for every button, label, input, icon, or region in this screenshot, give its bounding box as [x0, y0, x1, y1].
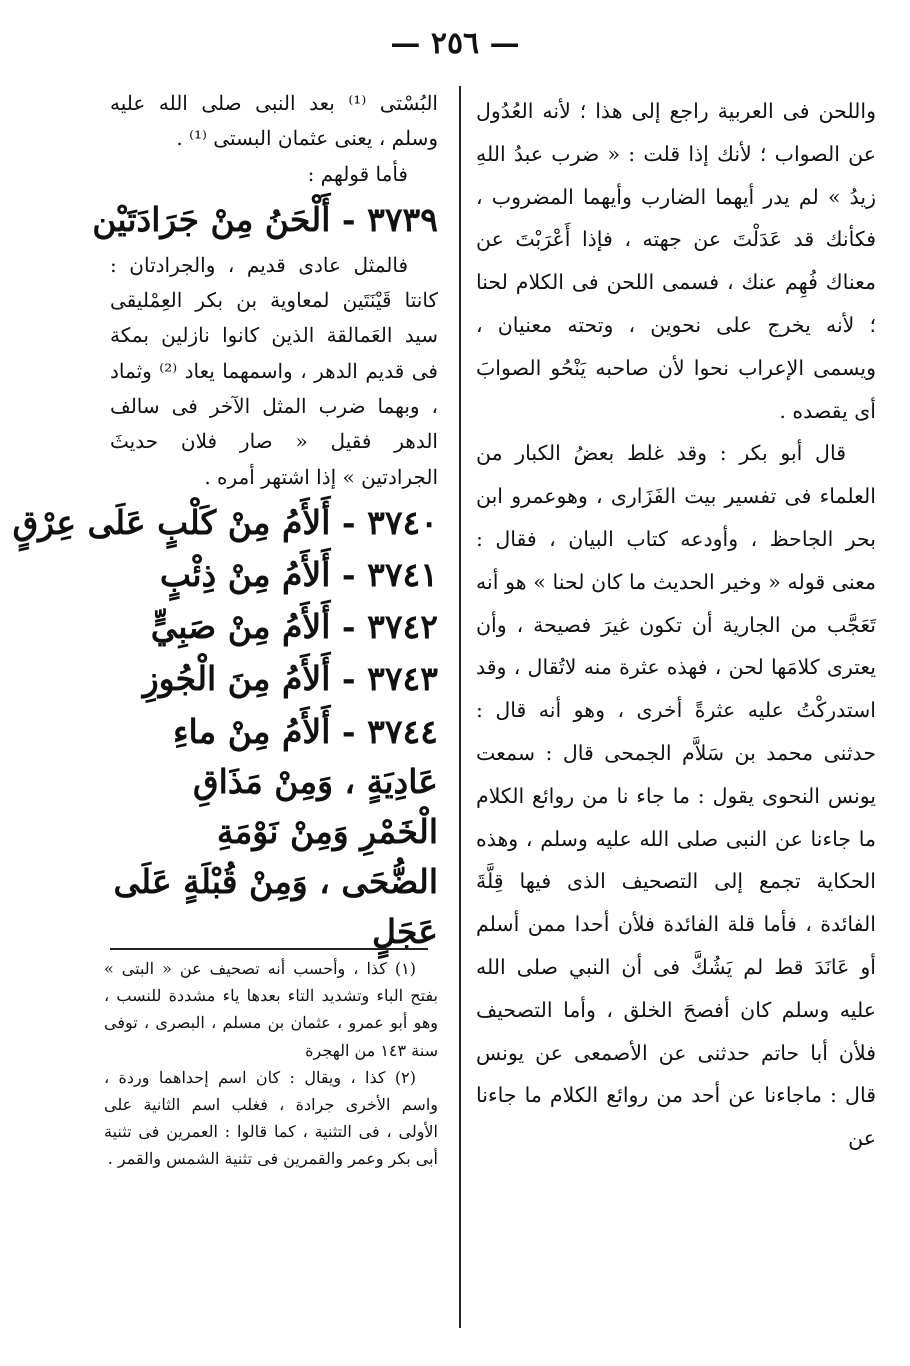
page-number: — ٢٥٦ — [390, 26, 520, 61]
proverb-text: أَلأَمُ مِنَ الْجُوزِ [142, 658, 331, 698]
right-paragraph-2: قال أبو بكر : وقد غلط بعضُ الكبار من العلماء فى تفسير بيت الفَزَارى ، وهوعمرو ابن بحر الجاحظ ، وأودعه كتاب البيان ، فقال : معنى قوله « وخير الحديث ما كان لحنا » هو أنه تَعَجَّب من الجارية أن تكون غيرَ فصيحة ، وأن يعترى كلامَها لحن ، فهذه عثرة منه لاتُقال ، وقد استدركْتُ عليه عثرةً أخرى ، وهو أنه قال : حدثنى محمد بن سَلاَّم الجمحى قال : سمعت يونس النحوى يقول : ما جاء نا من روائع الكلام ما جاءنا عن النبى صلى الله عليه وسلم ، وهذه الحكاية تجمع إلى التصحيف الذى فيها قِلَّةَ الفائدة ، فأما قلة الفائدة فلأن أحدا ممن أسلم أو عَانَدَ قط لم يَشُكَّ فى أن النبي صلى الله عليه وسلم كان أفصحَ الخلق ، وأما التصحيف فلأن أبا حاتم حدثنى عن الأصمعى عن يونس قال : ماجاءنا عن أحد من روائع الكلام ما جاءنا عن [476, 441, 877, 1151]
proverb-text: أَلْحَنُ مِنْ جَرَادَتَيْن [92, 199, 331, 239]
footnote-2: (٢) كذا ، ويقال : كان اسم إحداهما وردة ، واسم الأخرى جرادة ، فغلب اسم الثانية على الأولى ، فى التثنية ، كما قالوا : العمرين فى تثنية أبى بكر وعمر والقمرين فى تثنية الشمس والقمر . [104, 1067, 438, 1169]
proverb-number: ٣٧٤٤ [367, 711, 438, 751]
footnotes [104, 955, 438, 1173]
proverb-separator: - [330, 554, 368, 594]
proverb-number: ٣٧٤١ [367, 554, 438, 594]
left-intro-2: فأما قولهم : [307, 161, 408, 186]
left-column [12, 86, 438, 961]
proverb-text: أَلأَمُ مِنْ صَبِيٍّ [150, 606, 331, 646]
proverb-3742 [110, 603, 438, 651]
proverb-3740 [12, 499, 438, 547]
left-intro: البُسْتى ⁽¹⁾ بعد النبى صلى الله عليه وسلم ، يعنى عثمان البستى ⁽¹⁾ . [110, 91, 438, 151]
proverb-text: أَلأَمُ مِنْ ذِئْبٍ [159, 554, 331, 594]
proverb-separator: - [330, 502, 368, 542]
proverb-separator: - [330, 658, 368, 698]
footnote-separator [110, 948, 428, 950]
proverb-explanation: فالمثل عادى قديم ، والجرادتان : كانتا قَيْنَتَين لمعاوية بن بكر العِمْليقى سيد العَمالقة الذين كانوا نازلين بمكة فى قديم الدهر ، واسمهما يعاد ⁽²⁾ وثماد ، وبهما ضرب المثل الآخر فى سالف الدهر فقيل « صار فلان حديثَ الجرادتين » إذا اشتهر أمره . [110, 252, 438, 489]
footnote-1: (١) كذا ، وأحسب أنه تصحيف عن « البتى » بفتح الباء وتشديد التاء بعدها ياء مشددة للنسب ، وهو أبو عمرو ، عثمان بن مسلم ، البصرى ، توفى سنة ١٤٣ من الهجرة [104, 959, 438, 1060]
proverb-number: ٣٧٤٠ [367, 502, 438, 542]
proverb-3741 [110, 551, 438, 599]
proverb-separator: - [330, 711, 368, 751]
proverb-number: ٣٧٤٣ [367, 658, 438, 698]
proverb-text: أَلأَمُ مِنْ ماءِ عَادِيَةٍ ، وَمِنْ مَذَاقِ الْخَمْرِ وَمِنْ نَوْمَةِ الضُّحَى ، وَمِنْ قُبْلَةٍ عَلَى عَجَلٍ [113, 711, 438, 951]
proverb-text: أَلأَمُ مِنْ كَلْبٍ عَلَى عِرْقٍ [12, 502, 331, 542]
column-divider [459, 86, 461, 1328]
proverb-number: ٣٧٤٢ [367, 606, 438, 646]
right-paragraph-1: واللحن فى العربية راجع إلى هذا ؛ لأنه العُدُول عن الصواب ؛ لأنك إذا قلت : « ضرب عبدُ اللهِ زيدُ » لم يدر أيهما الضارب وأيهما المضروب ، فكأنك قد عَدَلْتَ عن جهته ، فإذا أَعْرَبْتَ عن معناك فُهِم عنك ، فسمى اللحن فى الكلام لحنا ؛ لأنه يخرج على نحوين ، وتحته معنيان ، ويسمى الإعراب نحوا لأن صاحبه يَنْحُو الصوابَ أى يقصده . [476, 99, 876, 423]
proverb-3739 [92, 196, 438, 244]
right-column [476, 90, 876, 1160]
proverb-separator: - [330, 199, 368, 239]
proverb-3744 [110, 707, 438, 957]
proverb-separator: - [330, 606, 368, 646]
proverb-number: ٣٧٣٩ [367, 199, 438, 239]
proverb-3743 [110, 655, 438, 703]
